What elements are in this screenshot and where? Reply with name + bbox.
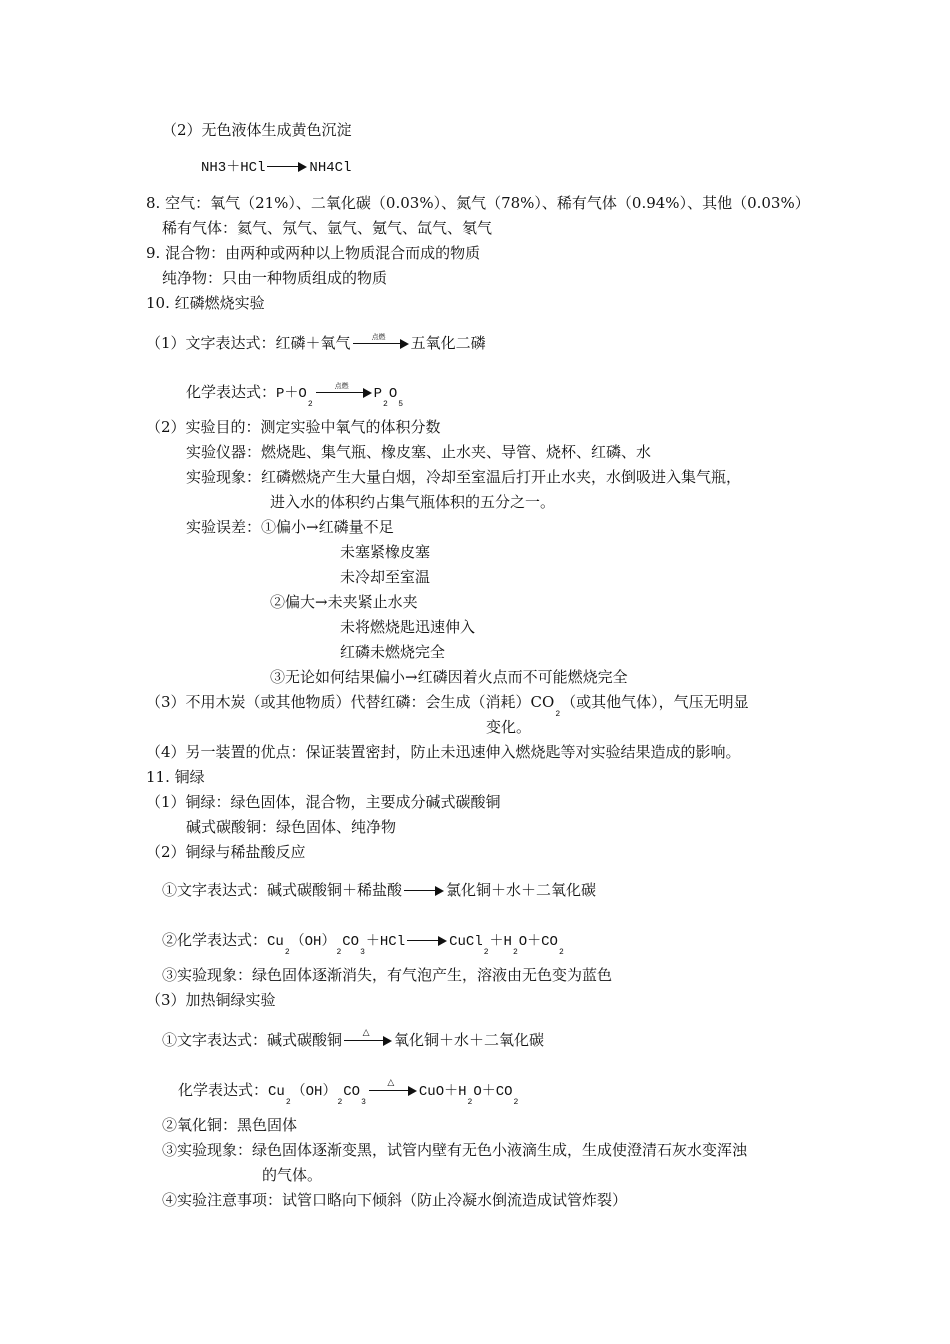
subscript: 2 [383, 400, 388, 409]
verdigris-hcl-phenomenon: ③实验现象：绿色固体逐渐消失，有气泡产生，溶液由无色变为蓝色 [162, 966, 613, 984]
reactants: P＋O [276, 386, 307, 402]
subscript: 2 [285, 1098, 291, 1107]
equation-label: （1）文字表达式： [146, 334, 276, 352]
formula-part: Cu [267, 934, 284, 950]
equation-label: ①文字表达式： [162, 881, 268, 899]
experiment-error-2: ②偏大→未夹紧止水夹 [270, 593, 418, 611]
verdigris-hcl-word-equation [162, 880, 596, 900]
formula-part: ＋HCl [365, 934, 406, 950]
formula-part: （OH） [291, 1084, 337, 1100]
subscript: 2 [512, 948, 518, 957]
experiment-error-1: 实验误差：①偏小→红磷量不足 [186, 518, 394, 536]
heating-precautions: ④实验注意事项：试管口略向下倾斜（防止冷凝水倒流造成试管炸裂） [162, 1191, 628, 1209]
equation-label: 化学表达式： [178, 1081, 269, 1099]
formula-part: CuCl [449, 934, 483, 950]
pure-substance-definition: 纯净物：只由一种物质组成的物质 [162, 269, 388, 287]
subscript: 2 [555, 710, 561, 719]
formula-part: （OH） [290, 934, 336, 950]
arrow-icon [267, 161, 307, 173]
equation-right: 氧化铜＋水＋二氧化碳 [394, 1031, 545, 1049]
subscript: 2 [558, 948, 564, 957]
subscript: 3 [361, 1098, 366, 1107]
heat-condition-icon: △ [362, 1028, 370, 1038]
mixture-definition: 9. 混合物：由两种或两种以上物质混合而成的物质 [146, 244, 481, 262]
experiment-error-1b: 未塞紧橡皮塞 [340, 543, 431, 561]
heating-chemical-equation [178, 1078, 519, 1107]
heating-phenomenon-cont: 的气体。 [262, 1166, 323, 1184]
product-p: P [373, 386, 383, 402]
heat-condition-icon: △ [387, 1078, 395, 1088]
phosphorus-chemical-equation [186, 382, 404, 409]
subscript: 2 [307, 400, 313, 409]
charcoal-note-b: （或其他气体），气压无明显 [561, 693, 749, 711]
device-advantage: （4）另一装置的优点：保证装置密封，防止未迅速伸入燃烧匙等对实验结果造成的影响。 [146, 743, 741, 761]
arrow-icon [344, 1028, 392, 1047]
arrow-icon [404, 885, 444, 897]
arrow-icon [407, 935, 447, 947]
equation-left: 碱式碳酸铜 [267, 1031, 343, 1049]
formula-part: CO [343, 1084, 361, 1100]
experiment-purpose: （2）实验目的：测定实验中氧气的体积分数 [146, 418, 441, 436]
equation-right: 五氧化二磷 [410, 334, 486, 352]
experiment-error-1c: 未冷却至室温 [340, 568, 431, 586]
section-heading-verdigris: 11. 铜绿 [146, 768, 205, 786]
experiment-apparatus: 实验仪器：燃烧匙、集气瓶、橡皮塞、止水夹、导管、烧杯、红磷、水 [186, 443, 652, 461]
subscript: 2 [467, 1098, 473, 1107]
experiment-error-2b: 未将燃烧匙迅速伸入 [340, 618, 476, 636]
line-colorless-liquid: （2）无色液体生成黄色沉淀 [162, 121, 352, 139]
subscript: 2 [336, 948, 342, 957]
equation-nh3-hcl [201, 158, 351, 178]
noble-gases: 稀有气体：氦气、氖气、氩气、氪气、氙气、氡气 [162, 219, 493, 237]
charcoal-note [146, 692, 749, 719]
section-heading-phosphorus: 10. 红磷燃烧实验 [146, 294, 265, 312]
equation-label: ②化学表达式： [162, 931, 268, 949]
arrow-condition: 点燃 [334, 382, 349, 390]
equation-right: NH4Cl [309, 160, 352, 176]
air-composition: 8. 空气：氧气（21%）、二氧化碳（0.03%）、氮气（78%）、稀有气体（0.94%）、其他（0.03%） [146, 194, 810, 212]
equation-left: 碱式碳酸铜＋稀盐酸 [267, 881, 403, 899]
phosphorus-word-equation [146, 333, 486, 353]
charcoal-note-cont: 变化。 [486, 718, 532, 736]
verdigris-description: （1）铜绿：绿色固体，混合物，主要成分碱式碳酸铜 [146, 793, 501, 811]
experiment-error-2c: 红磷未燃烧完全 [340, 643, 446, 661]
subscript: 2 [284, 948, 290, 957]
experiment-phenomenon: 实验现象：红磷燃烧产生大量白烟，冷却至室温后打开止水夹，水倒吸进入集气瓶， [186, 468, 742, 486]
formula-part: O＋CO [473, 1084, 513, 1100]
basic-copper-carbonate: 碱式碳酸铜：绿色固体、纯净物 [186, 818, 397, 836]
formula-part: O＋CO [518, 934, 558, 950]
subscript: 2 [483, 948, 489, 957]
verdigris-hcl-heading: （2）铜绿与稀盐酸反应 [146, 843, 306, 861]
formula-part: CO [342, 934, 360, 950]
formula-part: ＋H [489, 934, 512, 950]
equation-right: 氯化铜＋水＋二氧化碳 [446, 881, 597, 899]
arrow-icon [369, 1078, 417, 1097]
arrow-condition: 点燃 [371, 333, 386, 341]
verdigris-hcl-chemical-equation [162, 930, 565, 957]
experiment-phenomenon-cont: 进入水的体积约占集气瓶体积的五分之一。 [270, 493, 556, 511]
charcoal-note-a: （3）不用木炭（或其他物质）代替红磷：会生成（消耗）CO [146, 693, 555, 711]
subscript: 2 [513, 1098, 519, 1107]
equation-label: ①文字表达式： [162, 1031, 268, 1049]
subscript: 2 [337, 1098, 343, 1107]
copper-oxide-description: ②氧化铜：黑色固体 [162, 1116, 298, 1134]
heating-phenomenon: ③实验现象：绿色固体逐渐变黑，试管内壁有无色小液滴生成，生成使澄清石灰水变浑浊 [162, 1141, 748, 1159]
arrow-icon [353, 333, 409, 350]
equation-label: 化学表达式： [186, 383, 277, 401]
experiment-error-3: ③无论如何结果偏小→红磷因着火点而不可能燃烧完全 [270, 668, 628, 686]
formula-part: Cu [268, 1084, 285, 1100]
heating-word-equation [162, 1030, 544, 1050]
product-o: O [388, 386, 398, 402]
equation-left: 红磷＋氧气 [275, 334, 351, 352]
equation-left: NH3＋HCl [201, 160, 266, 176]
heating-verdigris-heading: （3）加热铜绿实验 [146, 991, 276, 1009]
subscript: 5 [398, 400, 404, 409]
formula-part: CuO＋H [418, 1084, 467, 1100]
arrow-icon [316, 382, 372, 399]
subscript: 3 [360, 948, 365, 957]
